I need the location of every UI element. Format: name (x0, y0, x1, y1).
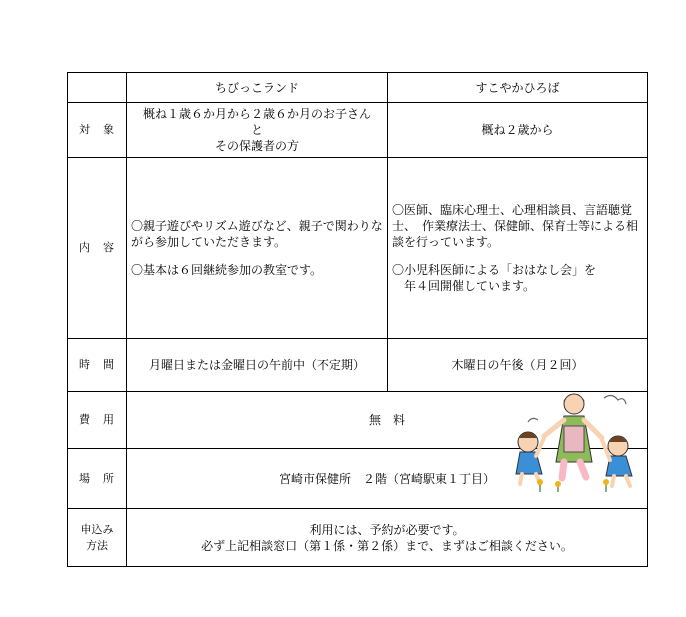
target-chibikko-cell (127, 103, 388, 158)
target-sukoyaka-cell: 概ね２歳から (388, 103, 648, 158)
header-row (68, 73, 648, 103)
content-chibikko-p1: 〇親子遊びやリズム遊びなど、親子で関わりながら参加していただきます。 (131, 219, 383, 249)
cost-value: 無 料 (127, 392, 648, 449)
header-chibikko-land: ちびっこランド (127, 73, 388, 103)
header-corner-cell (68, 73, 127, 103)
content-chibikko-p2: 〇基本は６回継続参加の教室です。 (131, 263, 323, 277)
content-sukoyaka-p1: 〇医師、臨床心理士、心理相談員、言語聴覚士、 作業療法士、保健師、保育士等による相談を行っています。 (392, 203, 639, 249)
place-value: 宮崎市保健所 ２階（宮崎駅東１丁目） (127, 449, 648, 509)
time-chibikko-cell: 月曜日または金曜日の午前中（不定期） (127, 339, 388, 392)
target-chibikko-line3: その保護者の方 (214, 139, 299, 153)
place-label: 場 所 (68, 449, 127, 509)
content-chibikko-cell (127, 158, 388, 339)
content-sukoyaka-p2-line2: 年４回開催しています。 (404, 279, 536, 293)
apply-line1: 利用には、予約が必要です。 (309, 522, 465, 537)
target-chibikko-line1: 概ね１歳６か月から２歳６か月のお子さん (142, 107, 371, 121)
target-label: 対 象 (68, 103, 127, 158)
apply-label-line2: 方法 (86, 538, 108, 552)
caregiver-with-children-icon (500, 380, 650, 495)
header-sukoyaka-hiroba: すこやかひろば (388, 73, 648, 103)
apply-label-cell (68, 509, 127, 567)
apply-label-line1: 申込み (80, 522, 114, 536)
content-label: 内 容 (68, 158, 127, 339)
apply-row (68, 509, 648, 567)
time-sukoyaka-cell: 木曜日の午後（月２回） (388, 339, 648, 392)
target-chibikko-line2: と (250, 123, 263, 137)
apply-value-cell (127, 509, 648, 567)
target-row (68, 103, 648, 158)
cost-label: 費 用 (68, 392, 127, 449)
content-sukoyaka-cell (388, 158, 648, 339)
time-label: 時 間 (68, 339, 127, 392)
content-sukoyaka-p2-line1: 〇小児科医師による「おはなし会」を (392, 263, 597, 277)
apply-line2: 必ず上記相談窓口（第１係・第２係）まで、まずはご相談ください。 (201, 538, 573, 553)
content-row (68, 158, 648, 339)
